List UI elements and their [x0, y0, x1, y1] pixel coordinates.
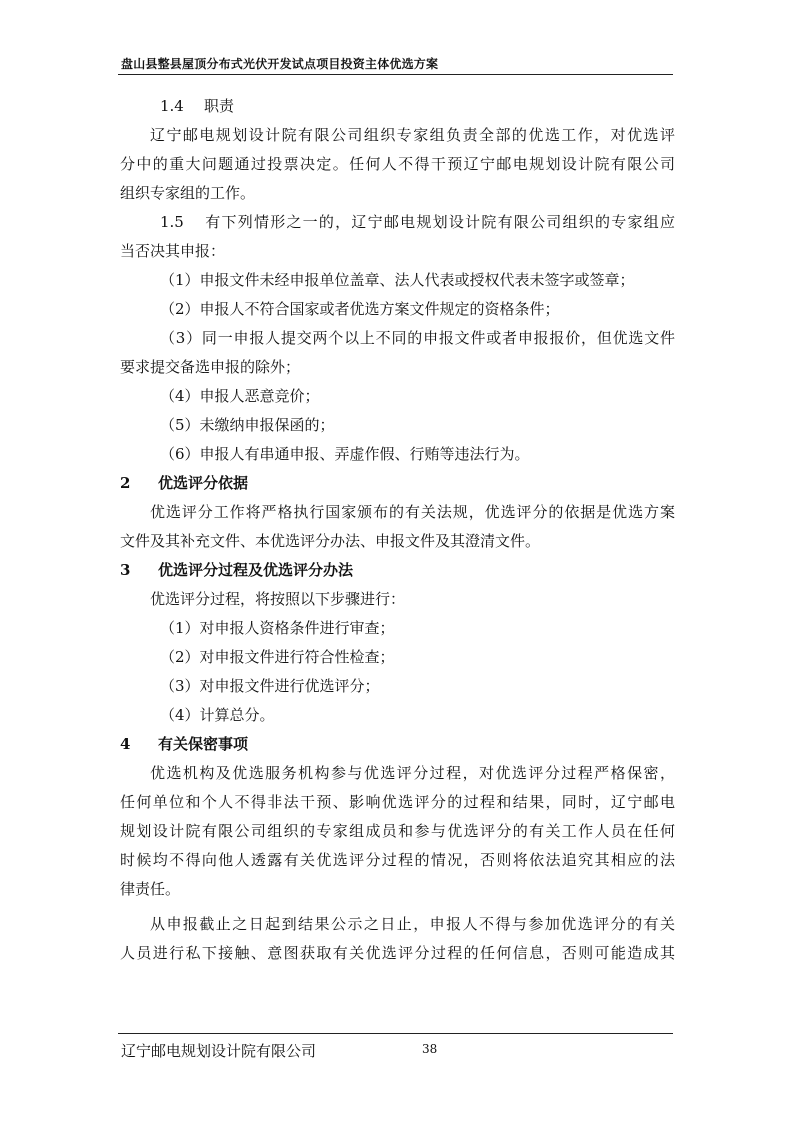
footer-divider	[118, 1033, 673, 1034]
subsection-title: 职责	[204, 97, 235, 115]
section-title: 有关保密事项	[158, 735, 249, 753]
list-item: （4）计算总分。	[160, 706, 275, 724]
list-item: （2）申报人不符合国家或者优选方案文件规定的资格条件；	[160, 300, 560, 318]
paragraph-line: 时候均不得向他人透露有关优选评分过程的情况，否则将依法追究其相应的法	[120, 851, 675, 869]
paragraph-line: 辽宁邮电规划设计院有限公司组织专家组负责全部的优选工作，对优选评	[150, 126, 675, 144]
list-item: （5）未缴纳申报保函的；	[160, 416, 335, 434]
section-title: 优选评分依据	[158, 474, 249, 492]
subsection-heading-1-5	[120, 208, 675, 237]
section-heading-3	[120, 556, 675, 585]
list-item: （1）对申报人资格条件进行审查；	[160, 619, 395, 637]
running-header: 盘山县整县屋顶分布式光伏开发试点项目投资主体优选方案	[121, 57, 439, 71]
list-item-continuation: 要求提交备选申报的除外；	[120, 358, 301, 376]
paragraph-line: 当否决其申报：	[120, 242, 226, 260]
paragraph-line: 从申报截止之日起到结果公示之日止，申报人不得与参加优选评分的有关	[150, 915, 675, 933]
section-title: 优选评分过程及优选评分办法	[158, 561, 354, 579]
paragraph-line: 优选机构及优选服务机构参与优选评分过程，对优选评分过程严格保密，	[150, 764, 675, 782]
header-divider	[118, 74, 673, 75]
section-heading-4	[120, 730, 675, 759]
list-item: （4）申报人恶意竞价；	[160, 387, 320, 405]
list-item: （1）申报文件未经申报单位盖章、法人代表或授权代表未签字或签章；	[160, 271, 635, 289]
paragraph-line: 律责任。	[120, 880, 181, 898]
paragraph-line: 优选评分过程，将按照以下步骤进行：	[150, 590, 406, 608]
footer-company: 辽宁邮电规划设计院有限公司	[121, 1042, 317, 1060]
paragraph-line: 优选评分工作将严格执行国家颁布的有关法规，优选评分的依据是优选方案	[150, 503, 675, 521]
page-body	[120, 92, 675, 968]
paragraph-line: 任何单位和个人不得非法干预、影响优选评分的过程和结果，同时，辽宁邮电	[120, 793, 675, 811]
list-item: （6）申报人有串通申报、弄虚作假、行贿等违法行为。	[160, 445, 530, 463]
list-item: （3）对申报文件进行优选评分；	[160, 677, 380, 695]
subsection-number: 1.4	[160, 97, 184, 115]
subsection-text: 有下列情形之一的，辽宁邮电规划设计院有限公司组织的专家组应	[204, 213, 675, 231]
paragraph-line: 组织专家组的工作。	[120, 184, 256, 202]
list-item: （3）同一申报人提交两个以上不同的申报文件或者申报报价，但优选文件	[160, 329, 675, 347]
section-heading-2	[120, 469, 675, 498]
paragraph-line: 规划设计院有限公司组织的专家组成员和参与优选评分的有关工作人员在任何	[120, 822, 675, 840]
paragraph-line: 文件及其补充文件、本优选评分办法、申报文件及其澄清文件。	[120, 532, 541, 550]
list-item: （2）对申报文件进行符合性检查；	[160, 648, 395, 666]
section-number: 2	[120, 474, 131, 492]
paragraph-line: 分中的重大问题通过投票决定。任何人不得干预辽宁邮电规划设计院有限公司	[120, 155, 675, 173]
subsection-heading-1-4	[120, 92, 675, 121]
subsection-number: 1.5	[160, 213, 184, 231]
paragraph-line: 人员进行私下接触、意图获取有关优选评分过程的任何信息，否则可能造成其	[120, 944, 675, 962]
section-number: 3	[120, 561, 131, 579]
page-number: 38	[422, 1042, 438, 1056]
section-number: 4	[120, 735, 131, 753]
